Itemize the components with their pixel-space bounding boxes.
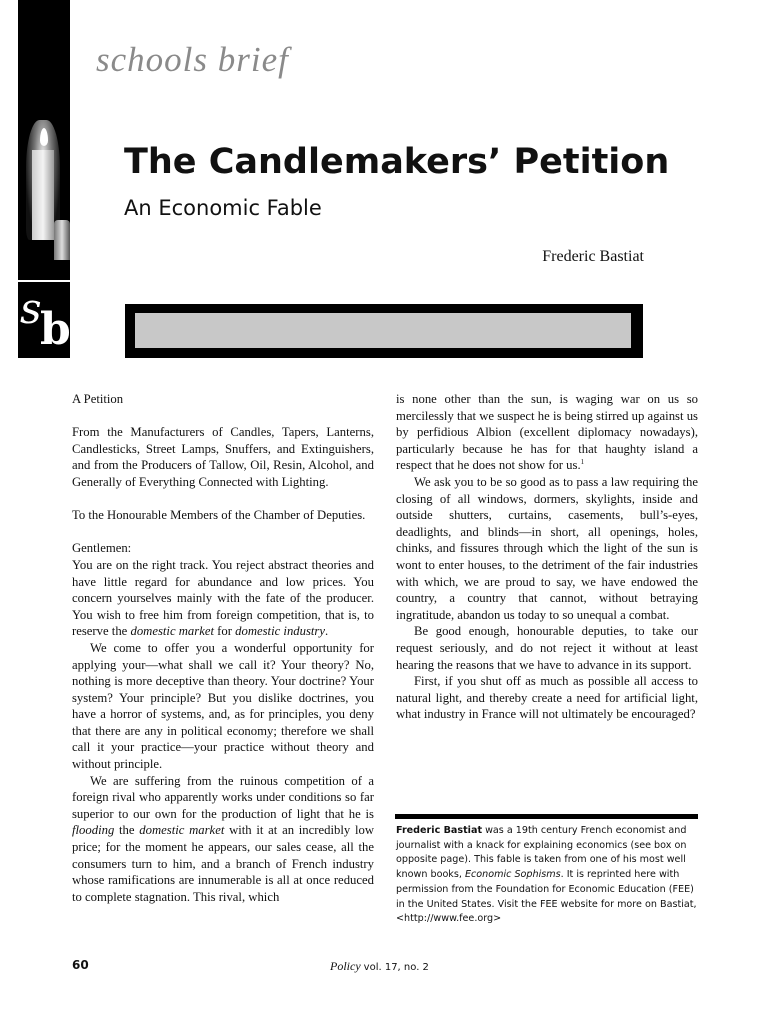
- flame-icon: [40, 128, 48, 146]
- page-number: 60: [72, 958, 89, 972]
- paragraph: First, if you shut off as much as possible all access to natural light, and thereby create a need for artificial light, what industry in France will not ultimately be encouraged?: [396, 674, 698, 722]
- sb-logo: [18, 282, 70, 358]
- candle-icon: [32, 150, 54, 240]
- paragraph: We are suffering from the ruinous competition of a foreign rival who apparently works under conditions so far superior to our own for the production of light that he is flooding the domestic market with it at an incredibly low price; for the moment he appears, our sales cease, all the consumers turn to him, and a branch of French industry whose ramifications are innumerable is all at once reduced to complete stagnation. This rival, which: [72, 773, 374, 904]
- banner-panel: [135, 313, 631, 348]
- paragraph: is none other than the sun, is waging war on us so mercilessly that we suspect he is being stirred up against us by perfidious Albion (excellent diplomacy nowadays), particularly because he has for that haughty island a respect that he does not show for us.$^1$: [396, 392, 698, 473]
- article-subtitle: An Economic Fable: [124, 196, 322, 220]
- author-bio: Frederic Bastiat was a 19th century French economist and journalist with a knack for explaining economics (see box on opposite page). This fable is taken from one of his most well known books, Economic Sophisms. It is reprinted here with permission from the Foundation for Economic Education (FEE) in the United States. Visit the FEE website for more on Bastiat, <http://www.fee.org>: [396, 825, 697, 925]
- article-author: Frederic Bastiat: [542, 248, 644, 265]
- bio-book-title: Economic Sophisms: [464, 869, 561, 881]
- section-heading: A Petition: [72, 392, 124, 406]
- salutation: Gentlemen:: [72, 541, 132, 556]
- sidebar-candle-image: [18, 0, 70, 280]
- paragraph: You are on the right track. You reject abstract theories and have little regard for abundance and low prices. You concern yourselves mainly with the fate of the producer. You wish to free him from foreign competition, that is, to reserve the domestic market for domestic industry.: [72, 557, 374, 639]
- publication-volume: vol. 17, no. 2: [363, 962, 429, 973]
- paragraph: We come to offer you a wonderful opportunity for applying your—what shall we call it? Your theory? No, nothing is more deceptive than theory. Your doctrine? Your system? Your principle? But you dislike doctrines, you have a horror of systems, and, as for principles, you deny that there are any in political economy; therefore we shall call it your practice—your practice without theory and without principle.: [72, 640, 374, 772]
- article-title: The Candlemakers’ Petition: [124, 142, 670, 182]
- paragraph: We ask you to be so good as to pass a law requiring the closing of all windows, dormers, skylights, inside and outside shutters, curtains, casements, bull’s-eyes, deadlights, and blinds—in short, all openings, holes, chinks, and fissures through which the light of the sun is wont to enter houses, to the detriment of the fair industries with which, we are proud to say, we have endowed the country, a country that cannot, without betraying ingratitude, abandon us today to so unequal a combat.: [396, 474, 698, 622]
- small-candle-icon: [54, 220, 70, 260]
- publication-name: Policy: [330, 959, 361, 973]
- petition-from: From the Manufacturers of Candles, Tapers, Lanterns, Candlesticks, Street Lamps, Snuffers, and Extinguishers, and from the Producers of Tallow, Oil, Resin, Alcohol, and Generally of Everything Connected with Lighting.: [72, 425, 374, 489]
- logo-b: b: [40, 304, 71, 355]
- section-label: schools brief: [96, 40, 289, 79]
- paragraph: Be good enough, honourable deputies, to take our request seriously, and do not reject it without at least hearing the reasons that we have to advance in its support.: [396, 624, 698, 672]
- title-banner: [125, 304, 643, 358]
- publication-footer: [330, 959, 429, 974]
- footnote-marker: 1: [580, 458, 585, 467]
- right-column: [396, 391, 698, 723]
- bio-name: Frederic Bastiat: [396, 825, 483, 836]
- logo-s: s: [20, 284, 42, 333]
- bio-divider: [395, 814, 698, 819]
- petition-to: To the Honourable Members of the Chamber of Deputies.: [72, 508, 366, 523]
- left-column: [72, 391, 374, 905]
